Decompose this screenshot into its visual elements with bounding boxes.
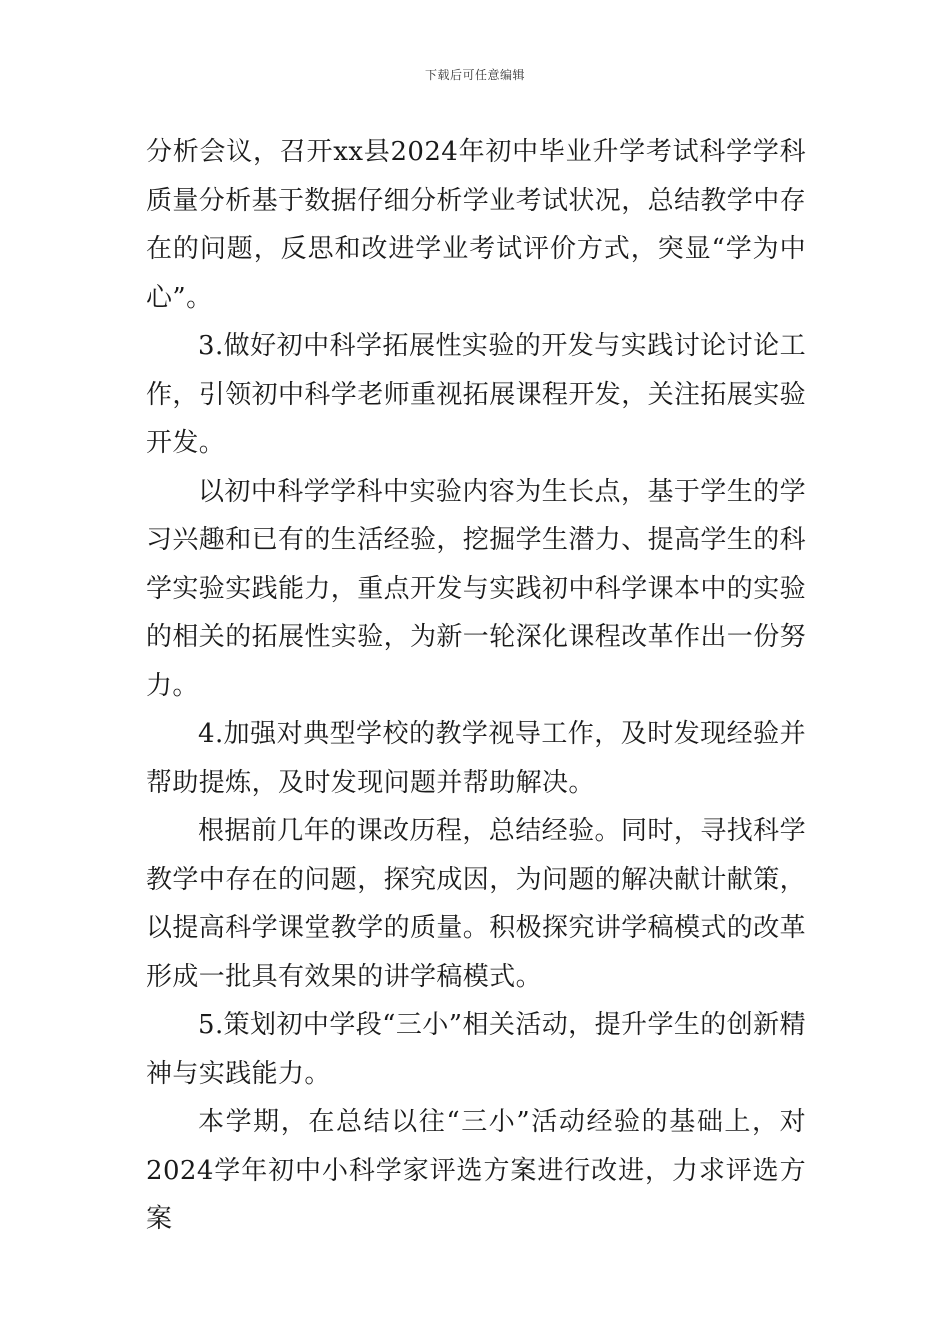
paragraph: 4.加强对典型学校的教学视导工作，及时发现经验并帮助提炼，及时发现问题并帮助解决。 xyxy=(146,719,806,798)
document-body xyxy=(146,128,806,1244)
paragraph: 5.策划初中学段“三小”相关活动，提升学生的创新精神与实践能力。 xyxy=(146,1010,806,1089)
paragraph: 3.做好初中科学拓展性实验的开发与实践讨论讨论工作，引领初中科学老师重视拓展课程开发，关注拓展实验开发。 xyxy=(146,331,807,458)
page-header: 下载后可任意编辑 xyxy=(424,68,525,82)
paragraph: 分析会议，召开xx县2024年初中毕业升学考试科学学科质量分析基于数据仔细分析学业考试状况，总结教学中存在的问题，反思和改进学业考试评价方式，突显“学为中心”。 xyxy=(146,137,807,313)
paragraph: 以初中科学学科中实验内容为生长点，基于学生的学习兴趣和已有的生活经验，挖掘学生潜力、提高学生的科学实验实践能力，重点开发与实践初中科学课本中的实验的相关的拓展性实验，为新一轮深化课程改革作出一份努力。 xyxy=(146,476,807,701)
paragraph: 本学期，在总结以往“三小”活动经验的基础上，对2024学年初中小科学家评选方案进行改进，力求评选方案 xyxy=(146,1107,806,1234)
paragraph: 根据前几年的课改历程，总结经验。同时，寻找科学教学中存在的问题，探究成因，为问题的解决献计献策，以提高科学课堂教学的质量。积极探究讲学稿模式的改革形成一批具有效果的讲学稿模式。 xyxy=(146,816,807,992)
